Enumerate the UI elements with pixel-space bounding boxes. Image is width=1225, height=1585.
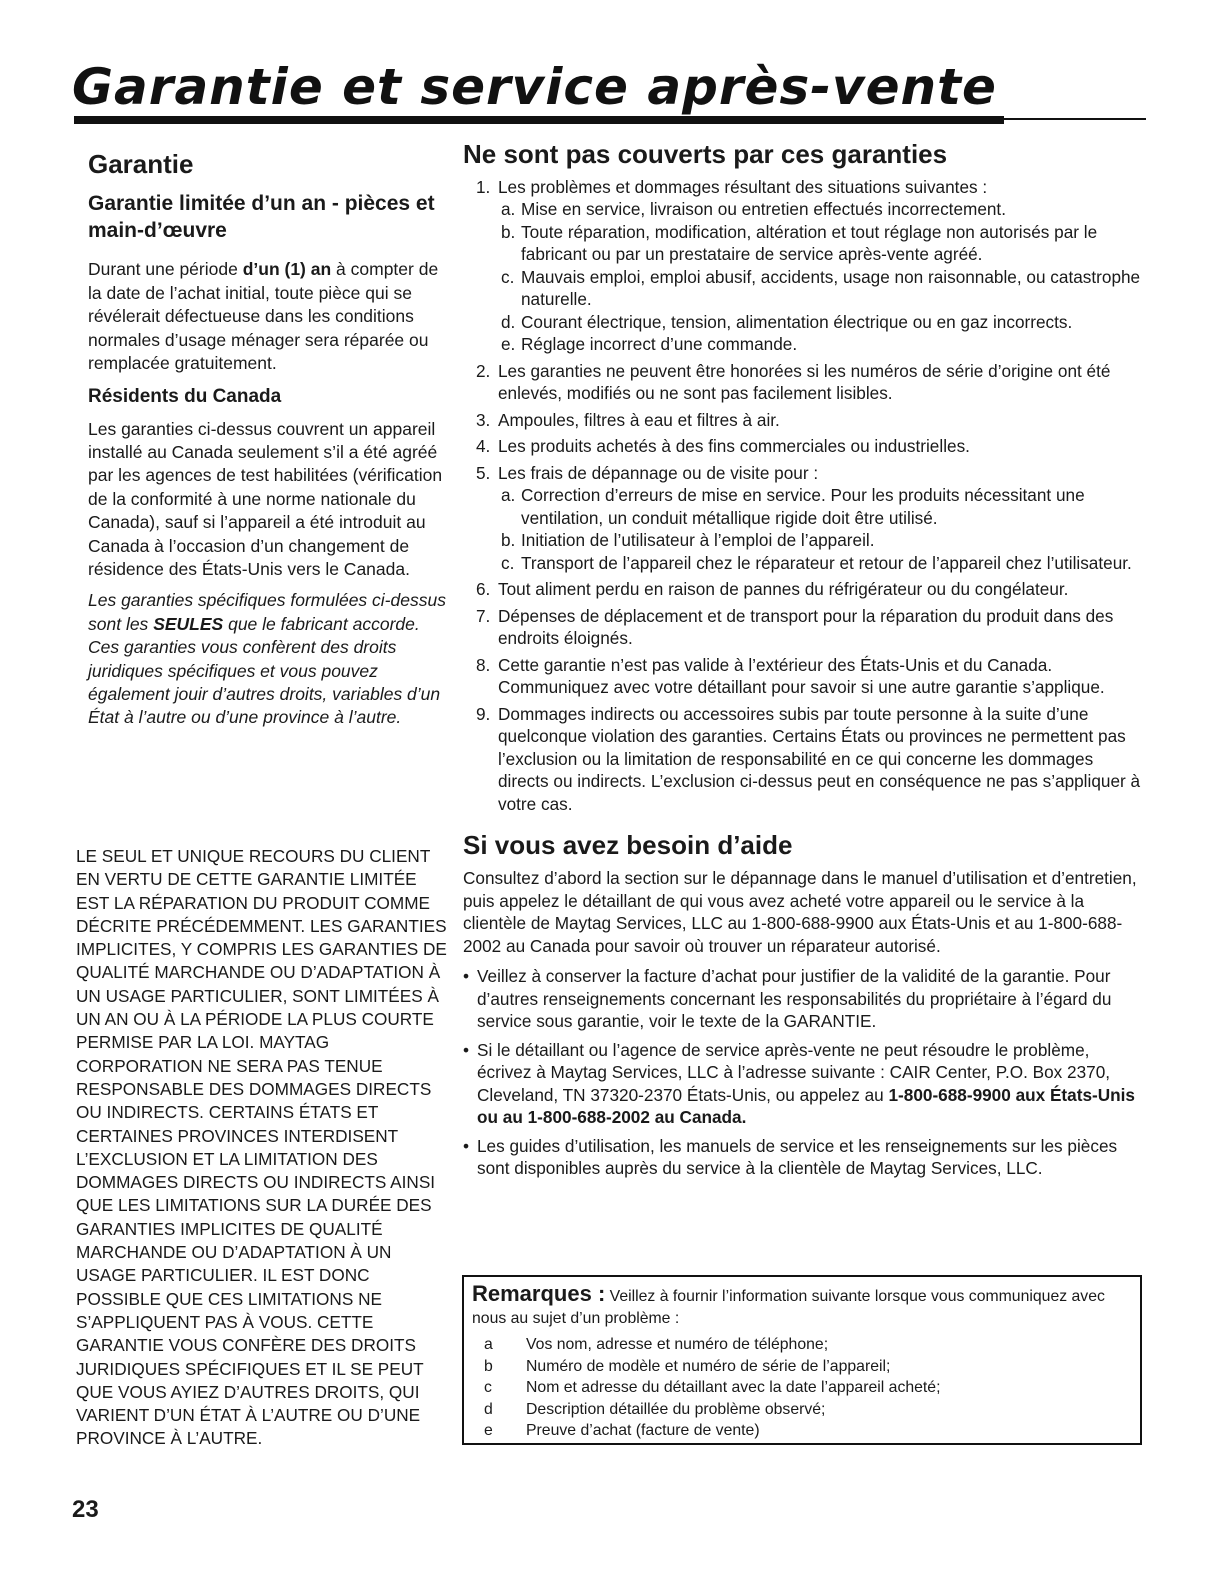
list-item	[463, 409, 1143, 432]
item-text: Tout aliment perdu en raison de pannes du réfrigérateur ou du congélateur.	[498, 579, 1069, 600]
page-title: Garantie et service après-vente	[72, 58, 997, 116]
italic-emphasis: SEULES	[153, 613, 224, 634]
bullet-icon: •	[463, 966, 470, 987]
item-number: 9.	[476, 703, 491, 724]
canada-residents-heading: Résidents du Canada	[88, 385, 282, 407]
item-text: Les garanties ne peuvent être honorées si les numéros de série d’origine ont été enlevés, modifiés ou ne sont pas facilement lisibles.	[498, 360, 1111, 404]
sub-text: Initiation de l’utilisateur à l’emploi de l’appareil.	[521, 530, 875, 551]
bullet-text: Si le détaillant ou l’agence de service après-vente ne peut résoudre le problème, écrivez à Maytag Services, LLC à l’adresse suivante : CAIR Center, P.O. Box 2370, Cleveland, TN 37320-2370 États-Unis, ou appelez au	[477, 1039, 1111, 1105]
list-item	[463, 605, 1143, 650]
limited-warranty-heading: Garantie limitée d’un an - pièces et main-d’œuvre	[88, 191, 435, 243]
remark-letter: d	[484, 1400, 493, 1418]
item-text: Les problèmes et dommages résultant des situations suivantes :	[498, 176, 988, 197]
warranty-paragraph	[88, 258, 448, 375]
sub-text: Courant électrique, tension, alimentation électrique ou en gaz incorrects.	[521, 311, 1073, 332]
remarks-list	[472, 1334, 1132, 1442]
list-item	[463, 965, 1143, 1033]
bullet-text: Veillez à conserver la facture d’achat pour justifier de la validité de la garantie. Pour d’autres renseignements concernant les responsabilités du propriétaire à l’égard du service sous garantie, voir le texte de la GARANTIE.	[477, 966, 1112, 1032]
list-item	[472, 1377, 1132, 1399]
sub-letter: e.	[501, 334, 516, 355]
remarks-intro-text: Veillez à fournir l’information suivante lorsque vous communiquez avec nous au sujet d’un problème :	[472, 1288, 1105, 1327]
title-rule-thin	[1004, 118, 1146, 120]
list-item	[463, 654, 1143, 699]
phone-numbers: 1-800-688-9900 aux États-Unis ou au 1-800-688-2002 au Canada.	[477, 1084, 1135, 1128]
sub-text: Mise en service, livraison ou entretien effectués incorrectement.	[521, 199, 1006, 220]
italic-text-start: Les garanties spécifiques formulées ci-dessus sont les	[88, 590, 446, 634]
sub-letter: a.	[501, 485, 516, 506]
sub-item	[498, 333, 1143, 356]
sub-text: Correction d’erreurs de mise en service. Pour les produits nécessitant une ventilation, un conduit métallique rigide doit être utilisé.	[521, 485, 1085, 528]
item-text: Ampoules, filtres à eau et filtres à air.	[498, 409, 780, 430]
list-item	[463, 1135, 1143, 1180]
item-number: 1.	[476, 176, 491, 197]
remark-text: Preuve d’achat (facture de vente)	[526, 1422, 760, 1439]
sub-letter: b.	[501, 221, 516, 242]
sub-letter: a.	[501, 199, 516, 220]
sub-list	[498, 484, 1143, 574]
item-text: Dépenses de déplacement et de transport pour la réparation du produit dans des endroits éloignés.	[498, 605, 1114, 649]
warranty-duration: d’un (1) an	[242, 259, 332, 280]
list-item	[463, 176, 1143, 356]
bullet-icon: •	[463, 1039, 470, 1060]
bullet-text: Les guides d’utilisation, les manuels de service et les renseignements sur les pièces sont disponibles auprès du service à la clientèle de Maytag Services, LLC.	[477, 1135, 1118, 1179]
sub-item	[498, 221, 1143, 266]
item-number: 6.	[476, 579, 491, 600]
list-item	[463, 703, 1143, 816]
remarks-intro	[472, 1283, 1132, 1330]
remark-letter: e	[484, 1422, 493, 1439]
remarks-box	[462, 1275, 1142, 1445]
remark-text: Numéro de modèle et numéro de série de l’appareil;	[526, 1357, 891, 1375]
help-intro: Consultez d’abord la section sur le dépannage dans le manuel d’utilisation et d’entretien, puis appelez le détaillant de qui vous avez acheté votre appareil ou le service à la clientèle de Maytag Services, LLC au 1-800-688-9900 aux États-Unis et au 1-800-688-2002 au Canada pour savoir où trouver un réparateur autorisé.	[463, 868, 1137, 956]
item-text: Cette garantie n’est pas valide à l’extérieur des États-Unis et du Canada. Communiquez avec votre détaillant pour savoir si une autre garantie s’applique.	[498, 654, 1105, 698]
sub-item	[498, 552, 1143, 575]
sub-text: Mauvais emploi, emploi abusif, accidents, usage non raisonnable, ou catastrophe naturelle.	[521, 266, 1141, 310]
sub-item	[498, 311, 1143, 334]
page-number: 23	[72, 1496, 99, 1523]
remark-letter: c	[484, 1379, 492, 1396]
exclusions-list	[463, 176, 1143, 816]
help-bullets	[463, 965, 1143, 1180]
item-text: Les produits achetés à des fins commerciales ou industrielles.	[498, 436, 970, 457]
item-number: 2.	[476, 360, 491, 381]
specific-warranties-paragraph	[88, 589, 448, 729]
bullet-icon: •	[463, 1135, 470, 1156]
sub-letter: b.	[501, 530, 516, 551]
remark-letter: a	[484, 1336, 493, 1353]
item-number: 7.	[476, 605, 491, 626]
list-item	[463, 1039, 1143, 1129]
item-text: Dommages indirects ou accessoires subis par toute personne à la suite d’une quelconque violation des garanties. Certains États ou provinces ne permettent pas l’exclusion ou la limitation de responsabilité en ce qui concerne les dommages directs ou indirects. L’exclusion ci-dessus peut en conséquence ne pas s’appliquer à votre cas.	[498, 703, 1141, 814]
sub-text: Toute réparation, modification, altération et tout réglage non autorisés par le fabricant ou par un prestataire de service après-vente agréé.	[521, 221, 1098, 265]
warranty-column	[88, 150, 448, 738]
sub-item	[498, 198, 1143, 221]
warranty-text-end: à compter de la date de l’achat initial, toute pièce qui se révélerait défectueuse dans les conditions normales d’usage ménager sera réparée ou remplacée gratuitement.	[88, 259, 439, 374]
legal-disclaimer: LE SEUL ET UNIQUE RECOURS DU CLIENT EN VERTU DE CETTE GARANTIE LIMITÉE EST LA RÉPARATION DU PRODUIT COMME DÉCRITE PRÉCÉDEMMENT. LES GARANTIES IMPLICITES, Y COMPRIS LES GARANTIES DE QUALITÉ MARCHANDE OU D’ADAPTATION À UN USAGE PARTICULIER, SONT LIMITÉES À UN AN OU À LA PÉRIODE LA PLUS COURTE PERMISE PAR LA LOI. MAYTAG CORPORATION NE SERA PAS TENUE RESPONSABLE DES DOMMAGES DIRECTS OU INDIRECTS. CERTAINS ÉTATS ET CERTAINES PROVINCES INTERDISENT L’EXCLUSION ET LA LIMITATION DES DOMMAGES DIRECTS OU INDIRECTS AINSI QUE LES LIMITATIONS SUR LA DURÉE DES GARANTIES IMPLICITES DE QUALITÉ MARCHANDE OU D’ADAPTATION À UN USAGE PARTICULIER. IL EST DONC POSSIBLE QUE CES LIMITATIONS NE S’APPLIQUENT PAS À VOUS. CETTE GARANTIE VOUS CONFÈRE DES DROITS JURIDIQUES SPÉCIFIQUES ET IL SE PEUT QUE VOUS AYIEZ D’AUTRES DROITS, QUI VARIENT D’UN ÉTAT À L’AUTRE OU D’UNE PROVINCE À L’AUTRE.	[76, 846, 447, 1449]
sub-item	[498, 266, 1143, 311]
sub-text: Transport de l’appareil chez le réparateur et retour de l’appareil chez l’utilisateur.	[521, 552, 1132, 573]
list-item	[463, 435, 1143, 458]
sub-letter: c.	[501, 552, 515, 573]
italic-text-end: que le fabricant accorde. Ces garanties vous confèrent des droits juridiques spécifiques et vous pouvez également jouir d’autres droits, variables d’un État à l’autre ou d’une province à l’autre.	[88, 613, 441, 728]
list-item	[472, 1420, 1132, 1442]
help-heading: Si vous avez besoin d’aide	[463, 830, 793, 861]
item-number: 4.	[476, 436, 491, 457]
sub-list	[498, 198, 1143, 356]
list-item	[463, 360, 1143, 405]
list-item	[472, 1334, 1132, 1356]
remark-text: Nom et adresse du détaillant avec la date l’appareil acheté;	[526, 1379, 941, 1396]
sub-text: Réglage incorrect d’une commande.	[521, 334, 798, 355]
item-text: Les frais de dépannage ou de visite pour :	[498, 462, 819, 483]
warranty-text-start: Durant une période	[88, 259, 243, 280]
remark-letter: b	[484, 1357, 493, 1375]
exclusions-column	[463, 140, 1143, 1186]
item-number: 3.	[476, 409, 491, 430]
item-number: 8.	[476, 654, 491, 675]
title-rule	[74, 116, 1004, 124]
list-item	[463, 578, 1143, 601]
sub-letter: d.	[501, 311, 516, 332]
remarks-title: Remarques :	[472, 1281, 606, 1306]
list-item	[463, 462, 1143, 575]
canada-paragraph: Les garanties ci-dessus couvrent un appareil installé au Canada seulement s’il a été agréé par les agences de test habilitées (vérification de la conformité à une norme nationale du Canada), sauf si l’appareil a été introduit au Canada à l’occasion d’un changement de résidence des États-Unis vers le Canada.	[88, 418, 443, 579]
remark-text: Description détaillée du problème observé;	[526, 1400, 826, 1418]
sub-item	[498, 529, 1143, 552]
warranty-heading: Garantie	[88, 149, 194, 179]
sub-item	[498, 484, 1143, 529]
list-item	[472, 1356, 1132, 1378]
item-number: 5.	[476, 462, 491, 483]
sub-letter: c.	[501, 266, 515, 287]
exclusions-heading: Ne sont pas couverts par ces garanties	[463, 139, 948, 169]
list-item	[472, 1399, 1132, 1421]
remark-text: Vos nom, adresse et numéro de téléphone;	[526, 1336, 829, 1353]
